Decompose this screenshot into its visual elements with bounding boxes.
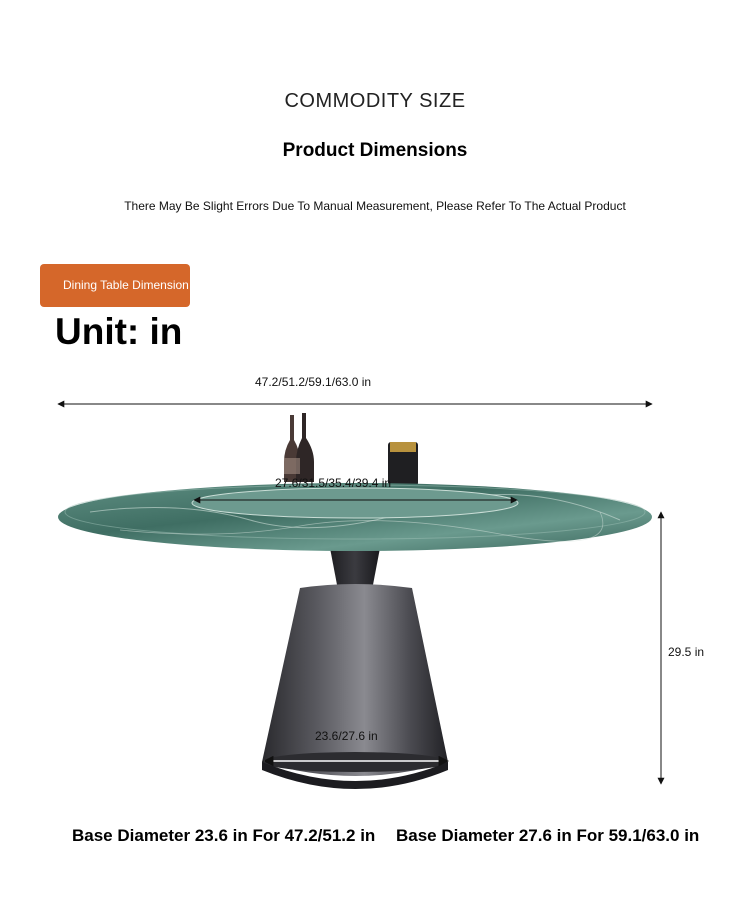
table-base-foot [262, 752, 448, 772]
base-diameter-label: 23.6/27.6 in [315, 729, 378, 743]
wine-bottles-icon [284, 413, 314, 482]
dining-table-dimension-tag: Dining Table Dimension [40, 264, 190, 307]
measurement-note: There May Be Slight Errors Due To Manual Measurement, Please Refer To The Actual Product [124, 199, 626, 213]
lazy-susan-diameter-label: 27.6/31.5/35.4/39.4 in [275, 476, 392, 490]
vase-icon [388, 442, 418, 486]
caption-large-base: Base Diameter 27.6 in For 59.1/63.0 in [396, 826, 700, 845]
height-label: 29.5 in [668, 645, 705, 659]
lazy-susan [192, 488, 518, 518]
page-subtitle: Product Dimensions [282, 140, 468, 161]
page-title: COMMODITY SIZE [284, 90, 466, 112]
caption-small-base: Base Diameter 23.6 in For 47.2/51.2 in [72, 826, 376, 845]
unit-label: Unit: in [55, 311, 183, 352]
top-diameter-label: 47.2/51.2/59.1/63.0 in [255, 375, 372, 389]
table-neck [330, 548, 380, 590]
table-base [262, 584, 448, 776]
